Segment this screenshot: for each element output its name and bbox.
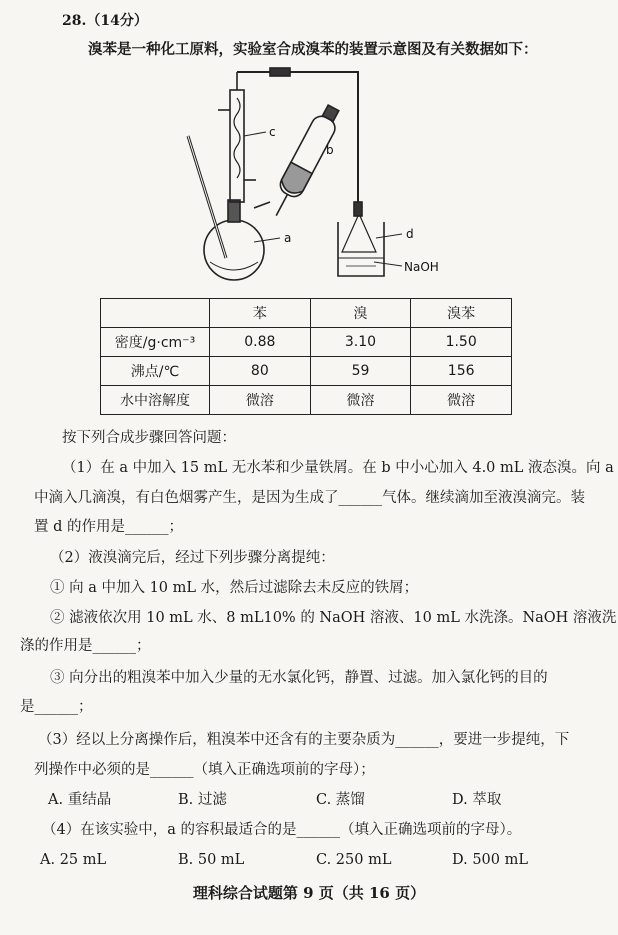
row-label: 水中溶解度 [101, 386, 210, 415]
question-number: 28.（14分） [62, 13, 148, 29]
table-row [101, 386, 512, 415]
part4-options [0, 850, 618, 872]
question-intro: 溴苯是一种化工原料，实验室合成溴苯的装置示意图及有关数据如下： [88, 41, 538, 58]
properties-table [100, 298, 512, 415]
page-footer: 理科综合试题第 9 页（共 16 页） [192, 884, 426, 902]
table-header-cell: 苯 [210, 299, 311, 328]
option-d: D. 萃取 [452, 792, 502, 808]
row-label: 密度/g·cm⁻³ [101, 328, 210, 357]
part3-options [0, 790, 618, 812]
table-cell: 0.88 [210, 328, 311, 357]
part4-line1: （4）在该实验中，a 的容积最适合的是______（填入正确选项前的字母）。 [42, 822, 522, 838]
table-cell: 1.50 [411, 328, 512, 357]
row-label: 沸点/℃ [101, 357, 210, 386]
table-cell: 微溶 [411, 386, 512, 415]
part1-line3: 置 d 的作用是______； [34, 519, 183, 535]
label-b: b [326, 143, 334, 157]
part2-step2-line2: 涤的作用是______； [20, 638, 151, 654]
part2-step2-line1: ② 滤液依次用 10 mL 水、8 mL10% 的 NaOH 溶液、10 mL 水洗涤。NaOH 溶液洗 [50, 610, 617, 626]
label-c: c [269, 125, 276, 139]
table-cell: 3.10 [310, 328, 411, 357]
table-cell: 微溶 [310, 386, 411, 415]
table-header-cell: 溴苯 [411, 299, 512, 328]
steps-lead: 按下列合成步骤回答问题： [62, 430, 236, 446]
part1-line2: 中滴入几滴溴，有白色烟雾产生，是因为生成了______气体。继续滴加至液溴滴完。装 [34, 490, 585, 506]
table-cell: 59 [310, 357, 411, 386]
table-header-cell: 溴 [310, 299, 411, 328]
option-c: C. 250 mL [316, 852, 392, 868]
part1-line1: （1）在 a 中加入 15 mL 无水苯和少量铁屑。在 b 中小心加入 4.0 mL 液态溴。向 a [62, 460, 614, 476]
option-b: B. 过滤 [178, 792, 227, 808]
option-d: D. 500 mL [452, 852, 528, 868]
part2-step3-line1: ③ 向分出的粗溴苯中加入少量的无水氯化钙，静置、过滤。加入氯化钙的目的 [50, 670, 548, 686]
part2-line1: （2）液溴滴完后，经过下列步骤分离提纯： [50, 550, 335, 566]
dropping-funnel-b [266, 102, 344, 221]
part2-step3-line2: 是______； [20, 699, 93, 715]
label-a: a [284, 231, 292, 245]
apparatus-diagram [170, 62, 470, 287]
table-row [101, 328, 512, 357]
label-d: d [406, 227, 414, 241]
part2-step1: ① 向 a 中加入 10 mL 水，然后过滤除去未反应的铁屑； [50, 580, 419, 596]
option-a: A. 重结晶 [48, 792, 112, 808]
option-b: B. 50 mL [178, 852, 245, 868]
table-header-row [101, 299, 512, 328]
table-header-cell [101, 299, 210, 328]
table-row [101, 357, 512, 386]
part3-line2: 列操作中必须的是______（填入正确选项前的字母）； [34, 762, 375, 778]
part3-line1: （3）经以上分离操作后，粗溴苯中还含有的主要杂质为______，要进一步提纯，下 [38, 732, 570, 748]
table-cell: 80 [210, 357, 311, 386]
table-cell: 微溶 [210, 386, 311, 415]
option-c: C. 蒸馏 [316, 792, 365, 808]
option-a: A. 25 mL [40, 852, 107, 868]
table-cell: 156 [411, 357, 512, 386]
label-naoh: NaOH [404, 260, 439, 274]
flask-a [204, 220, 264, 280]
